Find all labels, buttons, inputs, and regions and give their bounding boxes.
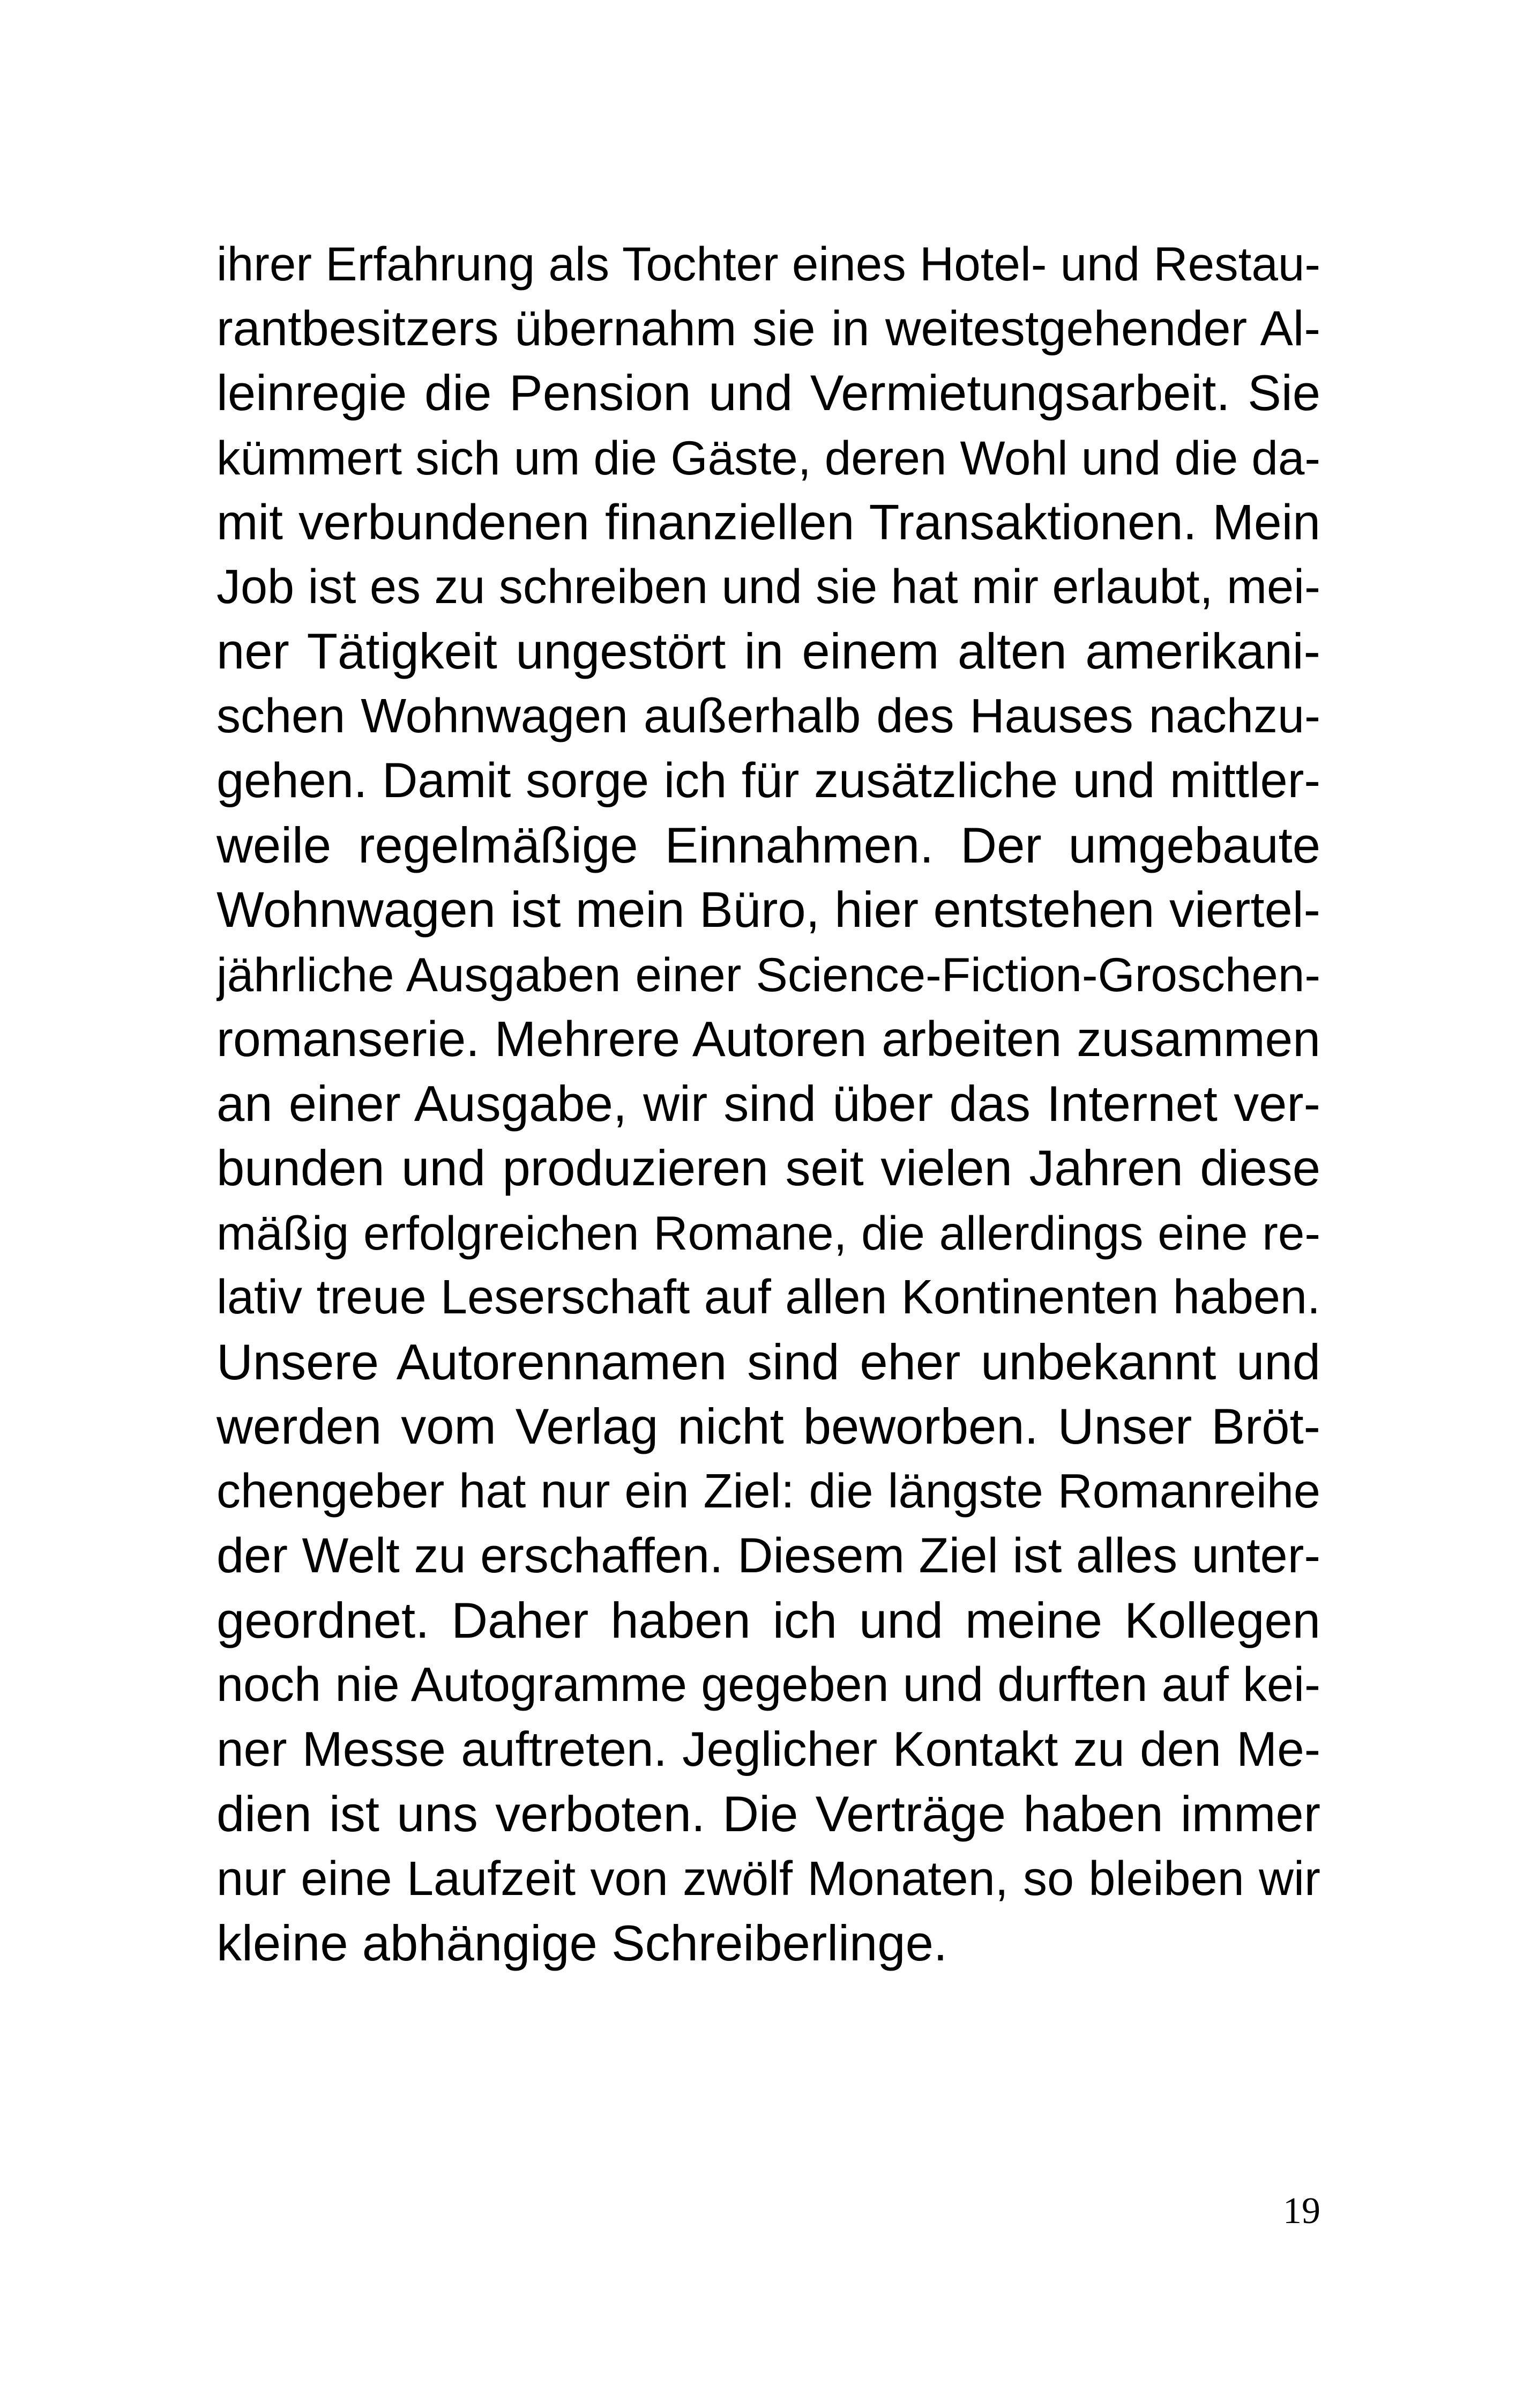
text-line: gehen. Damit sorge ich für zusätzliche und mittler-: [216, 753, 1320, 808]
text-line: dien ist uns verboten. Die Verträge haben immer: [216, 1786, 1320, 1842]
text-line: noch nie Autogramme gegeben und durften auf kei-: [216, 1658, 1320, 1712]
text-line: bunden und produzieren seit vielen Jahren diese: [216, 1140, 1320, 1196]
text-line: leinregie die Pension und Vermietungsarbeit. Sie: [216, 365, 1320, 421]
text-line: rantbesitzers übernahm sie in weitestgehender Al-: [216, 301, 1320, 356]
text-line: ner Tätigkeit ungestört in einem alten amerikani-: [216, 623, 1320, 679]
text-line: chengeber hat nur ein Ziel: die längste Romanreihe: [216, 1464, 1320, 1518]
text-line: Unsere Autorennamen sind eher unbekannt und: [216, 1333, 1320, 1390]
body-text: [216, 232, 1320, 1976]
text-line: werden vom Verlag nicht beworben. Unser Bröt-: [216, 1398, 1320, 1454]
text-line: ner Messe auftreten. Jeglicher Kontakt zu den Me-: [216, 1722, 1320, 1777]
text-line: schen Wohnwagen außerhalb des Hauses nachzu-: [216, 689, 1320, 743]
text-line: romanserie. Mehrere Autoren arbeiten zusammen: [216, 1011, 1320, 1067]
text-line: jährliche Ausgaben einer Science-Fiction-Groschen-: [216, 947, 1320, 1001]
text-line: der Welt zu erschaffen. Diesem Ziel ist alles unter-: [216, 1528, 1320, 1583]
text-line: mit verbundenen finanziellen Transaktionen. Mein: [216, 494, 1320, 550]
text-line: ihrer Erfahrung als Tochter eines Hotel- und Restau-: [216, 237, 1320, 291]
text-line: nur eine Laufzeit von zwölf Monaten, so bleiben wir: [216, 1852, 1320, 1906]
text-line: kümmert sich um die Gäste, deren Wohl und die da-: [216, 430, 1320, 485]
text-line: lativ treue Leserschaft auf allen Kontinenten haben.: [216, 1270, 1320, 1324]
page-number: 19: [1283, 2190, 1320, 2232]
text-line: an einer Ausgabe, wir sind über das Internet ver-: [216, 1075, 1320, 1132]
text-line: weile regelmäßige Einnahmen. Der umgebaute: [216, 816, 1320, 873]
text-line: mäßig erfolgreichen Romane, die allerdings eine re-: [216, 1206, 1320, 1260]
text-line: Wohnwagen ist mein Büro, hier entstehen viertel-: [216, 881, 1320, 938]
text-line: geordnet. Daher haben ich und meine Kollegen: [216, 1592, 1320, 1648]
text-line: kleine abhängige Schreiberlinge.: [216, 1915, 947, 1971]
text-line: Job ist es zu schreiben und sie hat mir erlaubt, mei-: [216, 560, 1320, 614]
